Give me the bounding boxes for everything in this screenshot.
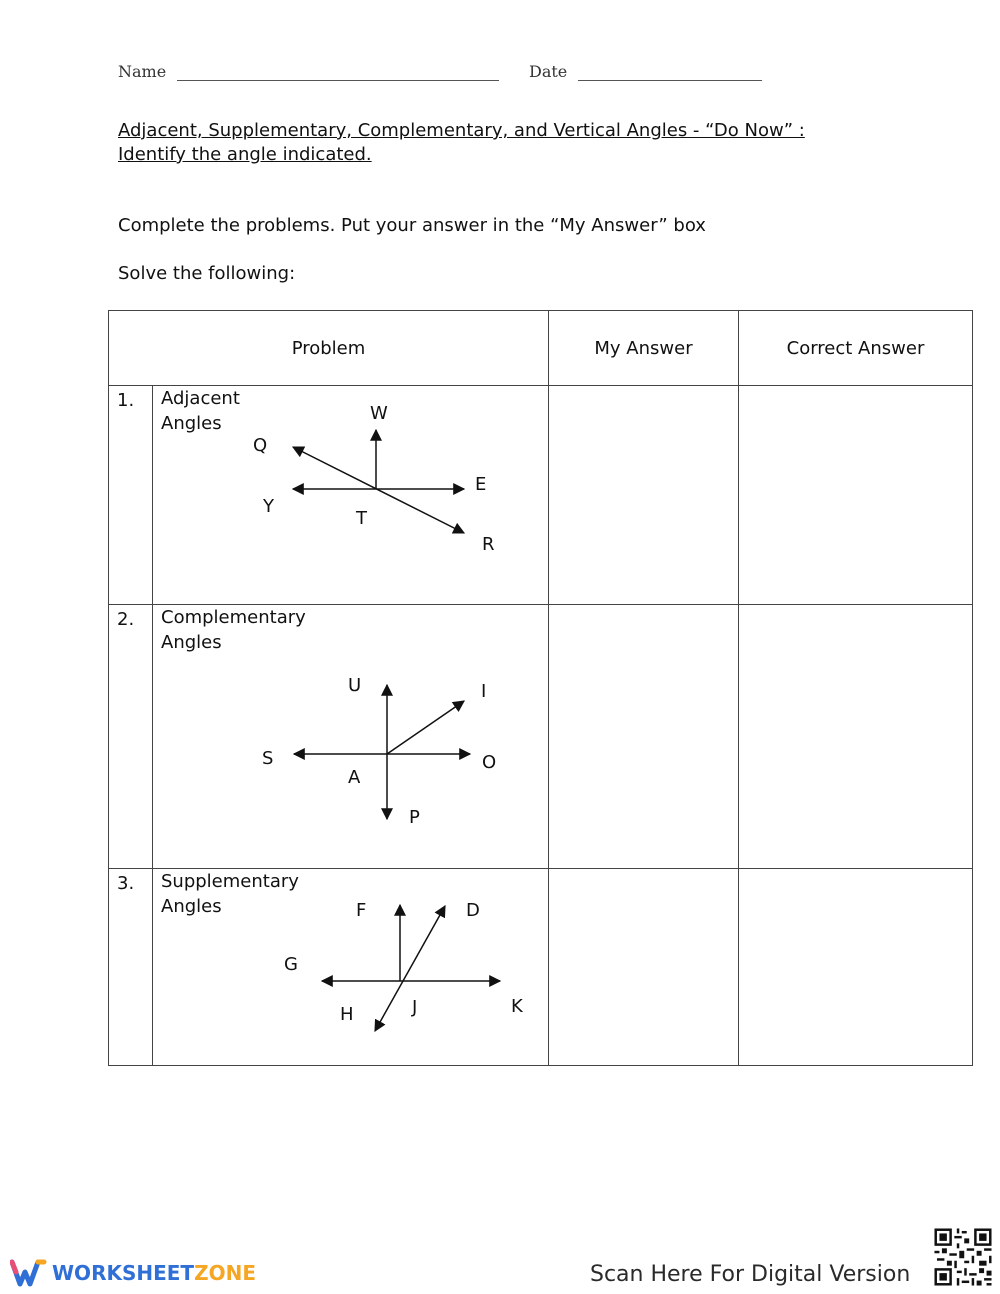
adjacent-angles-diagram xyxy=(153,386,549,605)
point-label: P xyxy=(409,807,420,828)
point-label: Y xyxy=(263,496,274,517)
date-row xyxy=(529,62,762,81)
row-number: 3. xyxy=(109,869,153,1066)
point-label: I xyxy=(481,681,487,702)
table-row xyxy=(109,386,973,605)
problem-label: Adjacent Angles xyxy=(161,388,240,434)
line-qr xyxy=(293,447,464,533)
name-row xyxy=(118,62,499,81)
my-answer-cell[interactable] xyxy=(549,605,739,869)
name-blank[interactable] xyxy=(177,66,499,81)
point-label: Q xyxy=(253,435,268,456)
point-label: J xyxy=(412,997,418,1018)
point-label: O xyxy=(482,752,497,773)
my-answer-cell[interactable] xyxy=(549,386,739,605)
point-label: U xyxy=(348,675,362,696)
scan-text: Scan Here For Digital Version xyxy=(590,1262,911,1287)
point-label: E xyxy=(475,474,487,495)
table-row xyxy=(109,869,973,1066)
brand-first: WORKSHEET xyxy=(52,1261,195,1285)
header-correct-answer: Correct Answer xyxy=(739,311,973,386)
ray-ai xyxy=(387,701,464,754)
date-blank[interactable] xyxy=(578,66,762,81)
name-label: Name xyxy=(118,62,167,81)
point-label: G xyxy=(284,954,298,975)
problem-table xyxy=(108,310,973,1066)
supplementary-angles-diagram xyxy=(153,869,549,1066)
point-label: T xyxy=(356,508,367,529)
instructions: Complete the problems. Put your answer in the “My Answer” box xyxy=(118,215,706,236)
point-label: D xyxy=(466,900,480,921)
problem-cell xyxy=(153,869,549,1066)
date-label: Date xyxy=(529,62,568,81)
problem-label: Supplementary Angles xyxy=(161,871,299,917)
solve-prompt: Solve the following: xyxy=(118,263,296,284)
complementary-angles-diagram xyxy=(153,605,549,869)
problem-label: Complementary Angles xyxy=(161,607,306,653)
line-hd xyxy=(375,906,445,1031)
point-label: S xyxy=(262,748,274,769)
worksheetzone-logo[interactable] xyxy=(10,1258,256,1288)
point-label: R xyxy=(482,534,495,555)
correct-answer-cell xyxy=(739,869,973,1066)
logo-icon xyxy=(10,1258,48,1288)
correct-answer-cell xyxy=(739,386,973,605)
header-my-answer: My Answer xyxy=(549,311,739,386)
row-number: 1. xyxy=(109,386,153,605)
problem-cell xyxy=(153,605,549,869)
problem-cell xyxy=(153,386,549,605)
brand-second: ZONE xyxy=(194,1261,256,1285)
header-problem: Problem xyxy=(109,311,549,386)
table-header-row xyxy=(109,311,973,386)
correct-answer-cell xyxy=(739,605,973,869)
row-number: 2. xyxy=(109,605,153,869)
worksheet-title: Adjacent, Supplementary, Complementary, and Vertical Angles - “Do Now” : Identify the angle indicated. xyxy=(118,120,805,165)
point-label: W xyxy=(370,403,388,424)
point-label: F xyxy=(356,900,367,921)
my-answer-cell[interactable] xyxy=(549,869,739,1066)
table-row xyxy=(109,605,973,869)
point-label: A xyxy=(348,767,361,788)
qr-code-icon[interactable] xyxy=(932,1226,994,1288)
point-label: K xyxy=(511,996,523,1017)
point-label: H xyxy=(340,1004,354,1025)
